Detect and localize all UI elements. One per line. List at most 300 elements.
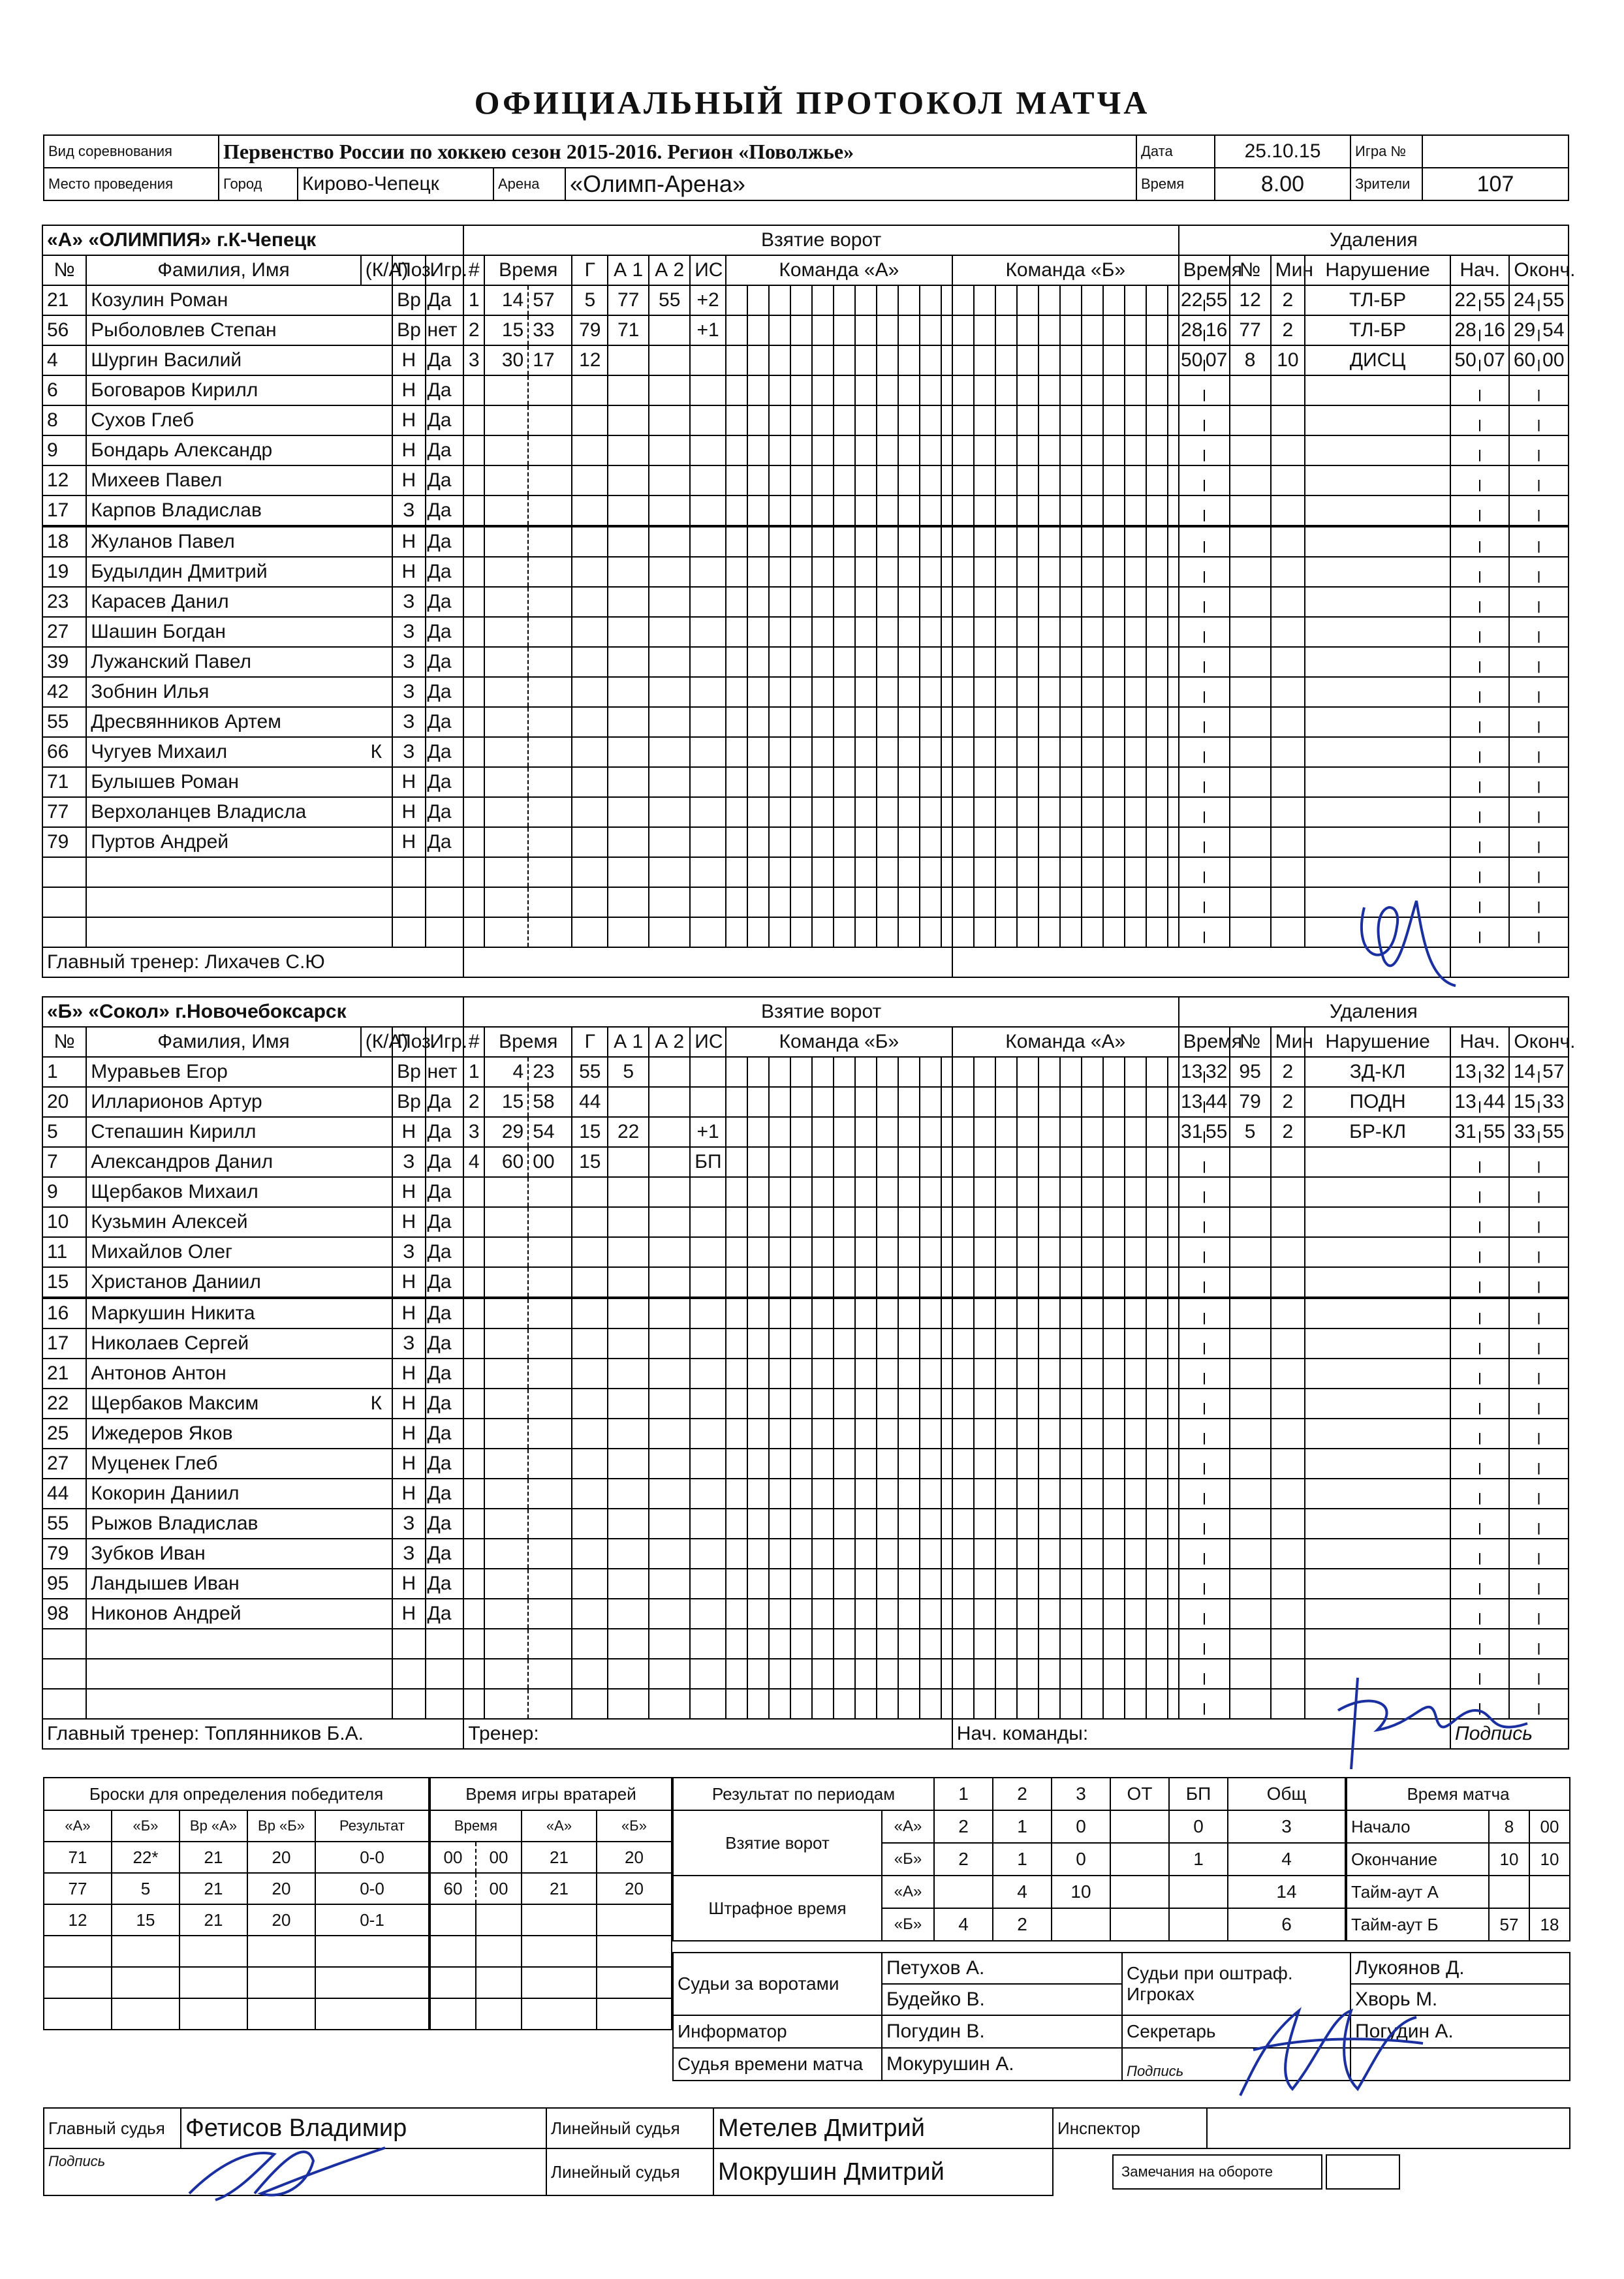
goal-g-sec — [528, 1599, 572, 1629]
goal-g-min: 15 — [484, 1087, 528, 1117]
penalty-cell — [1179, 857, 1230, 887]
venue-label: Место проведения — [44, 168, 219, 200]
player-name: Муценек Глеб — [86, 1449, 360, 1479]
col-team2: Команда «А» — [952, 1027, 1179, 1057]
goal-g-a2 — [649, 1207, 690, 1237]
player-captain — [361, 917, 392, 947]
goal-g-min — [484, 617, 528, 647]
period-col: Общ — [1228, 1778, 1345, 1810]
player-row — [42, 857, 1569, 887]
player-name: Христанов Даниил — [86, 1267, 360, 1298]
goal-g-a1: 71 — [608, 315, 649, 345]
penalty-p-dur — [1271, 1147, 1305, 1177]
goal-g-no: 1 — [463, 285, 484, 315]
goal-g-scorer — [572, 1298, 608, 1328]
player-captain — [361, 557, 392, 587]
penalty-cell — [1179, 526, 1230, 557]
penalty-p-min: 28 — [1181, 319, 1203, 341]
player-name: Рыжов Владислав — [86, 1509, 360, 1539]
penalty-cell — [1509, 917, 1569, 947]
goal-g-is — [690, 465, 726, 495]
col-ka: (К/А) — [361, 1027, 392, 1057]
col-pen-min: Мин — [1271, 255, 1305, 285]
player-number: 5 — [42, 1117, 86, 1147]
goal-g-sec — [528, 1298, 572, 1328]
player-captain — [361, 767, 392, 797]
penalty-cell — [1179, 1659, 1230, 1689]
goal-g-scorer: 5 — [572, 285, 608, 315]
penalty-cell — [1509, 677, 1569, 707]
penalty-p-inf — [1305, 827, 1450, 857]
shots-grid — [726, 917, 952, 947]
penalty-p-inf — [1305, 465, 1450, 495]
penalty-cell — [1179, 557, 1230, 587]
period-col: БП — [1169, 1778, 1228, 1810]
player-captain — [361, 1207, 392, 1237]
goal-g-no — [463, 1539, 484, 1569]
goal-g-scorer — [572, 1449, 608, 1479]
player-played: нет — [426, 1057, 464, 1087]
goal-g-sec — [528, 1539, 572, 1569]
penalty-p-dur — [1271, 1509, 1305, 1539]
player-played: Да — [426, 707, 464, 737]
timeout-a-label: Тайм-аут А — [1347, 1876, 1489, 1908]
penalty-judge-2: Хворь М. — [1355, 1988, 1438, 2010]
shots-grid — [726, 465, 952, 495]
penalty-p-inf — [1305, 1177, 1450, 1207]
goal-judges-label: Судьи за воротами — [673, 1953, 882, 2015]
shots-grid — [726, 1419, 952, 1449]
goal-g-no: 2 — [463, 315, 484, 345]
shots-grid — [952, 1117, 1179, 1147]
penalty-p-start-sec: 44 — [1483, 1091, 1505, 1112]
period-cell — [1169, 1876, 1228, 1908]
start-hour: 8 — [1489, 1810, 1529, 1843]
player-name: Кокорин Даниил — [86, 1479, 360, 1509]
player-captain — [361, 1419, 392, 1449]
col-played: Игр. — [426, 1027, 464, 1057]
goal-g-a1 — [608, 1599, 649, 1629]
goal-g-is: +2 — [690, 285, 726, 315]
penalty-cell — [1450, 1479, 1509, 1509]
goal-g-min — [484, 375, 528, 405]
penalty-p-dur — [1271, 1207, 1305, 1237]
player-name — [86, 857, 360, 887]
player-row — [42, 405, 1569, 435]
shots-grid — [952, 647, 1179, 677]
shootout-cell: 20 — [247, 1842, 315, 1873]
team-sign-field: Подпись — [1450, 1719, 1569, 1749]
goalie-time-table — [429, 1777, 672, 2030]
shots-grid — [726, 1389, 952, 1419]
penalty-p-dur — [1271, 526, 1305, 557]
penalty-cell — [1450, 1629, 1509, 1659]
timeout-b-min: 57 — [1489, 1908, 1529, 1941]
goal-g-a1 — [608, 1569, 649, 1599]
shots-grid — [952, 1389, 1179, 1419]
shots-grid — [952, 1599, 1179, 1629]
player-name: Муравьев Егор — [86, 1057, 360, 1087]
goal-g-a2 — [649, 1087, 690, 1117]
col-team2: Команда «Б» — [952, 255, 1179, 285]
penalty-cell — [1509, 345, 1569, 375]
goal-g-a2 — [649, 1147, 690, 1177]
penalty-cell — [1509, 465, 1569, 495]
player-played: Да — [426, 1117, 464, 1147]
player-name: Карпов Владислав — [86, 495, 360, 526]
penalty-p-inf — [1305, 1267, 1450, 1298]
penalty-p-dur — [1271, 587, 1305, 617]
goal-g-a1 — [608, 345, 649, 375]
player-position: Вр — [392, 315, 425, 345]
goal-g-a2 — [649, 677, 690, 707]
penalty-p-dur: 10 — [1271, 345, 1305, 375]
penalty-p-dur — [1271, 1659, 1305, 1689]
shootout-cell: 21 — [180, 1842, 247, 1873]
player-name: Никонов Андрей — [86, 1599, 360, 1629]
penalty-cell — [1450, 587, 1509, 617]
start-label: Начало — [1347, 1810, 1489, 1843]
player-row — [42, 1328, 1569, 1359]
player-row — [42, 435, 1569, 465]
goal-g-sec — [528, 737, 572, 767]
penalty-p-inf — [1305, 1207, 1450, 1237]
goal-g-sec — [528, 1328, 572, 1359]
col-g: Г — [572, 255, 608, 285]
player-name: Боговаров Кирилл — [86, 375, 360, 405]
player-row — [42, 797, 1569, 827]
player-number: 98 — [42, 1599, 86, 1629]
penalty-p-inf — [1305, 1599, 1450, 1629]
goal-g-scorer — [572, 405, 608, 435]
referee-label: Главный судья — [44, 2108, 181, 2148]
penalty-cell — [1450, 405, 1509, 435]
player-captain — [361, 345, 392, 375]
player-position: Н — [392, 465, 425, 495]
penalty-p-no — [1230, 1599, 1271, 1629]
penalty-cell — [1450, 827, 1509, 857]
goal-g-a1: 77 — [608, 285, 649, 315]
penalty-cell — [1179, 1087, 1230, 1117]
goal-g-no — [463, 797, 484, 827]
goal-g-min — [484, 707, 528, 737]
player-captain — [361, 375, 392, 405]
player-position: Вр — [392, 1057, 425, 1087]
goal-g-min — [484, 1419, 528, 1449]
penalty-p-no — [1230, 557, 1271, 587]
penalty-cell — [1450, 1298, 1509, 1328]
penalty-p-no — [1230, 495, 1271, 526]
player-position: Н — [392, 405, 425, 435]
player-played — [426, 1629, 464, 1659]
goal-g-scorer — [572, 1629, 608, 1659]
goalie-cell: 00 — [430, 1842, 476, 1873]
penalty-cell — [1450, 1509, 1509, 1539]
team-a-section — [42, 225, 1576, 978]
goal-g-a2 — [649, 707, 690, 737]
goal-g-is — [690, 587, 726, 617]
goal-g-no: 1 — [463, 1057, 484, 1087]
penalty-p-sec: 07 — [1205, 349, 1228, 371]
penalty-p-dur — [1271, 1389, 1305, 1419]
goal-g-sec — [528, 435, 572, 465]
goal-g-min — [484, 767, 528, 797]
goal-g-sec — [528, 1389, 572, 1419]
player-position: Вр — [392, 1087, 425, 1117]
goal-g-sec — [528, 1569, 572, 1599]
shots-grid — [726, 737, 952, 767]
goal-g-no — [463, 1479, 484, 1509]
player-name: Бондарь Александр — [86, 435, 360, 465]
penalty-cell — [1450, 1117, 1509, 1147]
linesman-label-1: Линейный судья — [546, 2108, 713, 2148]
shots-grid — [726, 1509, 952, 1539]
goal-g-a1 — [608, 647, 649, 677]
period-cell: 2 — [934, 1843, 993, 1876]
goal-g-a2 — [649, 495, 690, 526]
shots-grid — [952, 557, 1179, 587]
penalty-p-no — [1230, 1177, 1271, 1207]
player-row — [42, 345, 1569, 375]
col-pen-start: Нач. — [1450, 255, 1509, 285]
goal-g-no — [463, 495, 484, 526]
goal-g-sec — [528, 1449, 572, 1479]
shots-grid — [952, 1449, 1179, 1479]
penalty-p-inf — [1305, 737, 1450, 767]
penalty-p-inf — [1305, 617, 1450, 647]
goal-g-a2 — [649, 405, 690, 435]
goal-g-is — [690, 677, 726, 707]
penalty-p-no — [1230, 887, 1271, 917]
shootout-cell: 0-0 — [315, 1873, 429, 1904]
col-pos: Поз. — [392, 255, 425, 285]
goal-g-scorer — [572, 887, 608, 917]
goal-g-a2: 55 — [649, 285, 690, 315]
penalty-cell — [1179, 887, 1230, 917]
penalty-p-dur — [1271, 435, 1305, 465]
player-captain — [361, 1449, 392, 1479]
goal-g-no — [463, 1359, 484, 1389]
officials-sign-label: Подпись — [1122, 2048, 1351, 2081]
goal-g-sec: 33 — [528, 315, 572, 345]
penalty-cell — [1509, 1389, 1569, 1419]
shootout-cell: 21 — [180, 1904, 247, 1936]
penalty-cell — [1509, 857, 1569, 887]
goal-g-a1 — [608, 405, 649, 435]
player-name: Степашин Кирилл — [86, 1117, 360, 1147]
penalty-p-no — [1230, 1359, 1271, 1389]
goal-g-is — [690, 557, 726, 587]
goal-g-sec — [528, 1177, 572, 1207]
shots-grid — [726, 1539, 952, 1569]
penalty-p-no — [1230, 917, 1271, 947]
player-captain — [361, 465, 392, 495]
penalty-p-inf: ТЛ-БР — [1305, 285, 1450, 315]
shootout-cell: 71 — [44, 1842, 112, 1873]
goal-g-is — [690, 617, 726, 647]
penalty-cell — [1509, 1449, 1569, 1479]
penalty-p-inf — [1305, 1298, 1450, 1328]
goal-g-scorer: 12 — [572, 345, 608, 375]
goal-g-a2 — [649, 1419, 690, 1449]
player-row — [42, 707, 1569, 737]
shootout-title: Броски для определения победителя — [44, 1778, 429, 1810]
shots-grid — [726, 1177, 952, 1207]
goal-g-a1 — [608, 857, 649, 887]
penalty-p-no — [1230, 857, 1271, 887]
goal-g-sec — [528, 1659, 572, 1689]
goal-g-min — [484, 405, 528, 435]
player-captain — [361, 1359, 392, 1389]
shots-grid — [952, 405, 1179, 435]
player-number: 6 — [42, 375, 86, 405]
penalty-cell — [1450, 285, 1509, 315]
goal-g-sec — [528, 827, 572, 857]
goal-g-a1 — [608, 1177, 649, 1207]
shots-grid — [952, 1147, 1179, 1177]
match-time-table — [1346, 1777, 1570, 1941]
goal-g-a1 — [608, 1479, 649, 1509]
player-position: З — [392, 1237, 425, 1267]
goal-g-no — [463, 375, 484, 405]
player-captain — [361, 1539, 392, 1569]
shots-grid — [952, 1207, 1179, 1237]
shots-grid — [952, 1177, 1179, 1207]
goal-g-is — [690, 827, 726, 857]
shots-grid — [952, 827, 1179, 857]
goal-g-no: 2 — [463, 1087, 484, 1117]
penalty-p-no: 8 — [1230, 345, 1271, 375]
penalty-cell — [1179, 677, 1230, 707]
player-row — [42, 1389, 1569, 1419]
player-played: Да — [426, 737, 464, 767]
penalty-p-dur — [1271, 767, 1305, 797]
player-number: 44 — [42, 1479, 86, 1509]
goal-g-is — [690, 1389, 726, 1419]
penalty-p-start-min: 13 — [1454, 1091, 1476, 1112]
referee-sign-label: Подпись — [44, 2148, 546, 2195]
goal-g-a2 — [649, 435, 690, 465]
goal-g-a2 — [649, 1509, 690, 1539]
shots-grid — [952, 707, 1179, 737]
player-number: 9 — [42, 1177, 86, 1207]
team_a-protocol-table — [42, 225, 1576, 978]
penalty-p-dur — [1271, 647, 1305, 677]
player-number: 8 — [42, 405, 86, 435]
col-no: № — [42, 255, 86, 285]
goal-g-min — [484, 1298, 528, 1328]
goal-g-sec — [528, 557, 572, 587]
shots-grid — [952, 1359, 1179, 1389]
player-position — [392, 917, 425, 947]
shots-grid — [726, 887, 952, 917]
goal-g-a2 — [649, 526, 690, 557]
shots-grid — [952, 1057, 1179, 1087]
shots-grid — [952, 1629, 1179, 1659]
penalty-cell — [1450, 1539, 1509, 1569]
goal-g-no — [463, 827, 484, 857]
penalty-p-dur — [1271, 887, 1305, 917]
goal-g-a2 — [649, 647, 690, 677]
penalty-p-no — [1230, 1629, 1271, 1659]
goal-g-min — [484, 1177, 528, 1207]
penalty-p-inf — [1305, 1569, 1450, 1599]
goal-g-scorer: 55 — [572, 1057, 608, 1087]
goal-g-min: 29 — [484, 1117, 528, 1147]
penalty-cell — [1450, 1599, 1509, 1629]
penalty-p-no — [1230, 1267, 1271, 1298]
player-number: 21 — [42, 285, 86, 315]
player-row — [42, 1207, 1569, 1237]
goalie-col: «Б» — [597, 1810, 672, 1842]
player-number: 4 — [42, 345, 86, 375]
player-number: 39 — [42, 647, 86, 677]
player-position: З — [392, 737, 425, 767]
goal-g-scorer — [572, 857, 608, 887]
goal-g-a2 — [649, 767, 690, 797]
goal-g-is — [690, 917, 726, 947]
goal-g-scorer — [572, 1599, 608, 1629]
player-played: Да — [426, 1569, 464, 1599]
goal-g-scorer — [572, 1328, 608, 1359]
penalty-cell — [1509, 1328, 1569, 1359]
shots-grid — [726, 1147, 952, 1177]
player-position — [392, 857, 425, 887]
penalty-cell — [1450, 1267, 1509, 1298]
goalie-cell: 00 — [476, 1842, 522, 1873]
penalty-cell — [1509, 1298, 1569, 1328]
end-min: 10 — [1529, 1843, 1570, 1876]
team-name: «А» «ОЛИМПИЯ» г.К-Чепецк — [42, 225, 463, 255]
shots-grid — [726, 767, 952, 797]
player-captain — [361, 1509, 392, 1539]
player-name — [86, 887, 360, 917]
player-played: Да — [426, 797, 464, 827]
penalty-judges-label: Судьи при оштраф. Игроках — [1122, 1953, 1351, 2015]
penalty-cell — [1450, 1057, 1509, 1087]
goal-g-min — [484, 465, 528, 495]
player-number: 18 — [42, 526, 86, 557]
goal-judge-2: Будейко В. — [886, 1988, 985, 2010]
period-cell — [1169, 1908, 1228, 1941]
penalty-p-no — [1230, 1207, 1271, 1237]
col-ka: (К/А) — [361, 255, 392, 285]
penalty-cell — [1450, 465, 1509, 495]
goal-g-sec — [528, 887, 572, 917]
player-name: Верхоланцев Владисла — [86, 797, 360, 827]
shots-grid — [726, 557, 952, 587]
penalty-cell — [1179, 345, 1230, 375]
goal-g-scorer — [572, 375, 608, 405]
goal-g-sec — [528, 917, 572, 947]
goal-g-is — [690, 1599, 726, 1629]
shootout-cell: 20 — [247, 1873, 315, 1904]
player-number: 27 — [42, 617, 86, 647]
goal-g-min — [484, 1479, 528, 1509]
goal-g-scorer — [572, 617, 608, 647]
player-number — [42, 917, 86, 947]
player-number: 22 — [42, 1389, 86, 1419]
shootout-col: Вр «А» — [180, 1810, 247, 1842]
goal-g-scorer — [572, 1359, 608, 1389]
penalty-p-no — [1230, 737, 1271, 767]
col-pen-time: Время — [1179, 255, 1230, 285]
goal-g-is: +1 — [690, 1117, 726, 1147]
penalty-p-no — [1230, 647, 1271, 677]
player-position: Н — [392, 1177, 425, 1207]
player-row — [42, 526, 1569, 557]
period-cell — [1110, 1843, 1169, 1876]
